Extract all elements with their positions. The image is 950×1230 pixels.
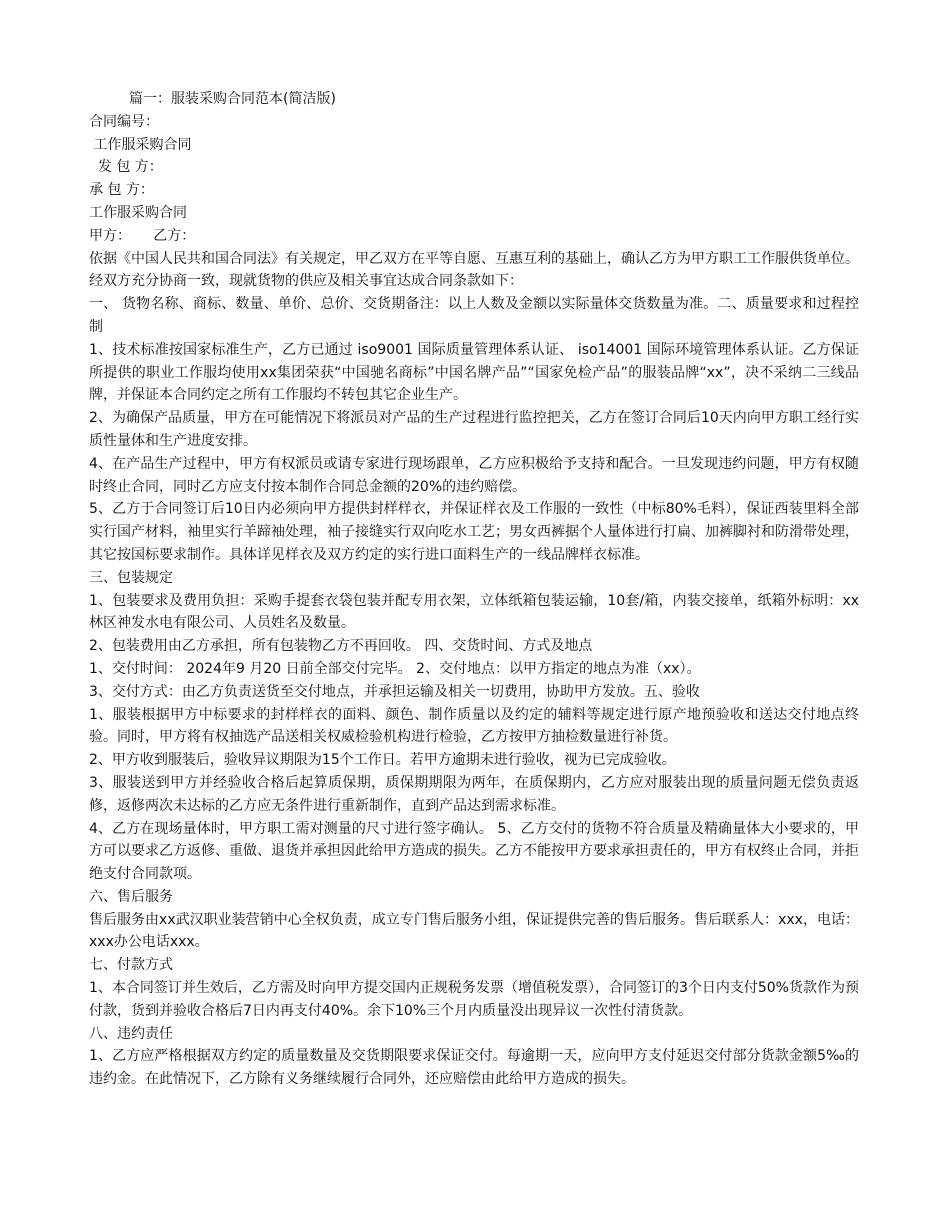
contractor-label: 承 包 方： <box>89 182 154 199</box>
issuer-label: 发 包 方： <box>89 159 163 176</box>
clause-acceptance-standard: 1、服装根据甲方中标要求的封样样衣的面料、颜色、制作质量以及约定的辅料等规定进行原产地预验收和送达交付地点终验。同时，甲方将有权抽选产品送相关权威检验机构进行检验，乙方按甲方抽检数量进行补货。 <box>89 706 859 746</box>
clause-delivery-time: 1、交付时间： 2024年9 月20 日前全部交付完毕。 2、交付地点：以甲方指定的地点为准（xx）。 <box>89 660 701 677</box>
section-6-heading: 六、售后服务 <box>89 888 173 905</box>
clause-after-sales: 售后服务由xx武汉职业装营销中心全权负责，成立专门售后服务小组，保证提供完善的售后服务。售后联系人：xxx，电话：xxx办公电话xxx。 <box>89 911 859 951</box>
clause-on-site-tracking: 4、在产品生产过程中，甲方有权派员或请专家进行现场跟单，乙方应积极给予支持和配合。一旦发现违约问题，甲方有权随时终止合同，同时乙方应支付按本制作合同总金额的20%的违约赔偿。 <box>89 455 859 495</box>
clause-quality-standard: 1、技术标准按国家标准生产，乙方已通过 iso9001 国际质量管理体系认证、 iso14001 国际环境管理体系认证。乙方保证所提供的职业工作服均使用xx集团荣获“中国驰名商标”中国名牌产品”“国家免检产品”的服装品牌“xx”，决不采纳二三线品牌，并保证本合同约定之所有工作服均不转包其它企业生产。 <box>89 341 859 404</box>
clause-acceptance-period: 2、甲方收到服装后，验收异议期限为15个工作日。若甲方逾期未进行验收，视为已完成验收。 <box>89 752 676 769</box>
clause-monitoring: 2、为确保产品质量，甲方在可能情况下将派员对产品的生产过程进行监控把关，乙方在签订合同后10天内向甲方职工经行实质性量体和生产进度安排。 <box>89 410 859 449</box>
clause-payment: 1、本合同签订并生效后，乙方需及时向甲方提交国内正规税务发票（增值税发票），合同签订的3个日内支付50%货款作为预付款，货到并验收合格后7日内再支付40%。余下10%三个月内质量没出现异议一次性付清货款。 <box>89 980 859 1019</box>
section-3-heading: 三、包装规定 <box>89 569 173 586</box>
intro-paragraph: 依据《中国人民共和国合同法》有关规定，甲乙双方在平等自愿、互惠互利的基础上，确认乙方为甲方职工工作服供货单位。经双方充分协商一致，现就货物的供应及相关事宜达成合同条款如下： <box>89 250 859 290</box>
clause-packaging-requirements: 1、包装要求及费用负担：采购手提套衣袋包装并配专用衣架，立体纸箱包装运输，10套/箱，内装交接单，纸箱外标明：xx林区神发水电有限公司、人员姓名及数量。 <box>89 592 859 632</box>
clause-warranty: 3、服装送到甲方并经验收合格后起算质保期，质保期期限为两年，在质保期内，乙方应对服装出现的质量问题无偿负责返修，返修两次未达标的乙方应无条件进行重新制作，直到产品达到需求标准。 <box>89 774 859 814</box>
clause-delivery-method: 3、交付方式：由乙方负责送货至交付地点，并承担运输及相关一切费用，协助甲方发放。五、验收 <box>89 683 700 700</box>
parties-line: 甲方： 乙方： <box>89 227 196 244</box>
contract-number-label: 合同编号： <box>89 113 159 130</box>
section-1-goods: 一、 货物名称、商标、数量、单价、总价、交货期备注：以上人数及金额以实际量体交货数量为准。二、质量要求和过程控制 <box>89 296 859 335</box>
contract-subtitle: 工作服采购合同 <box>89 136 192 153</box>
document-body <box>89 88 859 1091</box>
section-8-heading: 八、违约责任 <box>89 1025 173 1042</box>
clause-samples: 5、乙方于合同签订后10日内必须向甲方提供封样样衣，并保证样衣及工作服的一致性（中标80%毛料），保证西装里料全部实行国产材料，袖里实行羊蹄袖处理，袖子接缝实行双向吃水工艺；男女西裤据个人量体进行打扁、加裤脚衬和防滑带处理，其它按国标要求制作。具体详见样衣及双方约定的实行进口面料生产的一线品牌样衣标准。 <box>89 501 859 563</box>
clause-measurement: 4、乙方在现场量体时，甲方职工需对测量的尺寸进行签字确认。 5、乙方交付的货物不符合质量及精确量体大小要求的，甲方可以要求乙方返修、重做、退货并承担因此给甲方造成的损失。乙方不能按甲方要求承担责任的，甲方有权终止合同，并拒绝支付合同款项。 <box>89 820 859 883</box>
document-title: 篇一：服装采购合同范本(简洁版) <box>129 91 336 107</box>
section-7-heading: 七、付款方式 <box>89 957 173 974</box>
clause-liability: 1、乙方应严格根据双方约定的质量数量及交货期限要求保证交付。每逾期一天，应向甲方支付延迟交付部分货款金额5‰的违约金。在此情况下，乙方除有义务继续履行合同外，还应赔偿由此给甲方造成的损失。 <box>89 1048 859 1088</box>
contract-heading: 工作服采购合同 <box>89 204 187 221</box>
clause-packaging-cost: 2、包装费用由乙方承担，所有包装物乙方不再回收。 四、交货时间、方式及地点 <box>89 638 593 655</box>
